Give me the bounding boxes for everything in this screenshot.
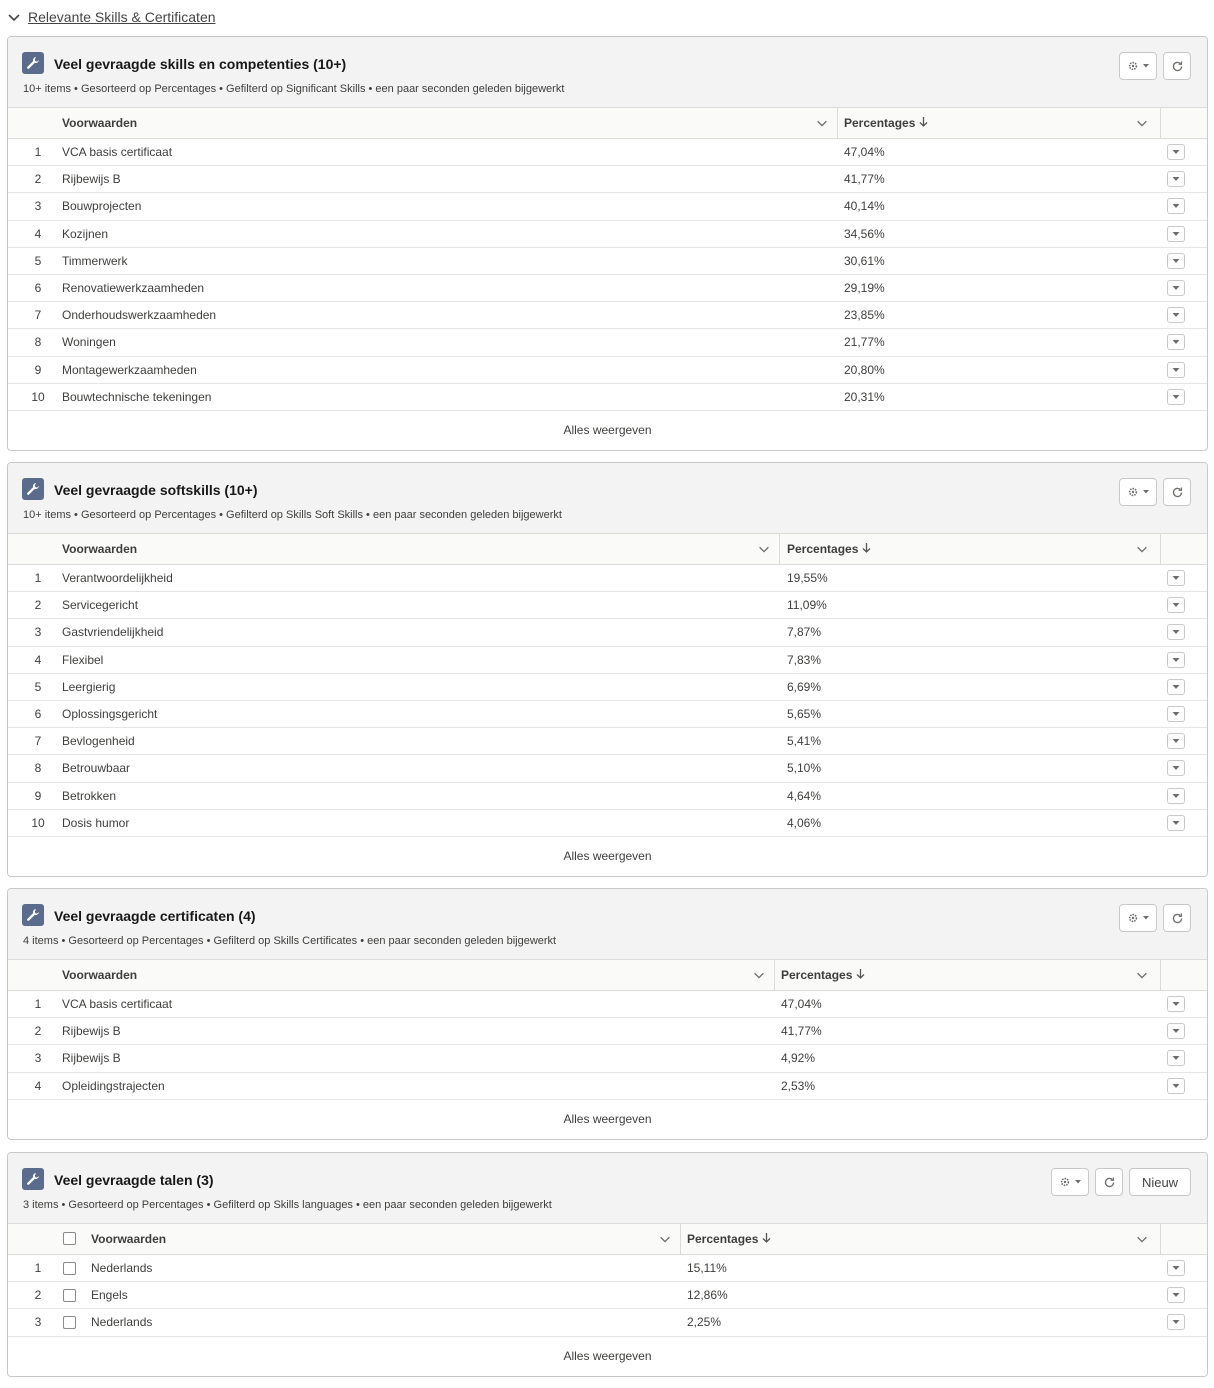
table-row[interactable]: [8, 647, 1207, 674]
cell-percentage: 19,55%: [787, 571, 828, 585]
row-number: 1: [34, 1261, 42, 1275]
caret-down-icon: [1171, 1054, 1181, 1062]
caret-down-icon: [1171, 230, 1181, 238]
row-actions-button[interactable]: [1167, 389, 1185, 405]
caret-down-icon: [1171, 819, 1181, 827]
table-row[interactable]: [8, 592, 1207, 619]
row-number: 10: [31, 389, 45, 404]
cell-percentage: 12,86%: [687, 1288, 728, 1303]
settings-button[interactable]: [1119, 478, 1157, 506]
card-subtitle: 4 items • Gesorteerd op Percentages • Gefilterd op Skills Certificates • een paar seconden geleden bijgewerkt: [23, 935, 557, 947]
row-number: 4: [34, 226, 42, 241]
chevron-down-icon[interactable]: [1135, 542, 1149, 556]
table-row[interactable]: [8, 193, 1207, 220]
caret-down-icon: [1171, 148, 1181, 156]
cell-voorwaarden: Flexibel: [62, 652, 104, 667]
caret-down-icon: [1171, 257, 1181, 265]
column-header-voorwaarden[interactable]: Voorwaarden: [62, 968, 138, 982]
sort-descending-icon: [856, 968, 865, 982]
column-divider: [1160, 108, 1161, 138]
caret-down-icon: [1171, 175, 1181, 183]
caret-down-icon: [1171, 393, 1181, 401]
cell-percentage: 21,77%: [844, 335, 885, 350]
wrench-icon: [22, 52, 44, 74]
cell-percentage: 47,04%: [781, 997, 822, 1011]
related-list-card: [7, 36, 1208, 451]
row-number: 8: [34, 761, 42, 776]
table-header: [8, 1224, 1207, 1255]
row-actions-button[interactable]: [1167, 1050, 1185, 1066]
chevron-down-icon[interactable]: [1135, 968, 1149, 982]
row-number: 3: [34, 625, 42, 640]
table-row[interactable]: [8, 728, 1207, 755]
table-row[interactable]: [8, 139, 1207, 166]
related-list-card: [7, 888, 1208, 1140]
cell-voorwaarden: Betrokken: [62, 788, 117, 803]
row-actions-button[interactable]: [1167, 597, 1185, 613]
row-actions-button[interactable]: [1167, 815, 1185, 831]
table-header: [8, 960, 1207, 991]
cell-percentage: 41,77%: [844, 172, 885, 187]
cell-percentage: 2,25%: [687, 1315, 722, 1330]
cell-percentage: 40,14%: [844, 199, 885, 214]
table-row[interactable]: [8, 1018, 1207, 1045]
column-divider: [1160, 1224, 1161, 1254]
table-row[interactable]: [8, 1309, 1207, 1336]
sort-descending-icon: [762, 1232, 771, 1246]
row-actions-button[interactable]: [1167, 1260, 1185, 1276]
caret-down-icon: [1171, 338, 1181, 346]
row-number: 1: [34, 997, 42, 1011]
row-number: 4: [34, 652, 42, 667]
column-header-label: Percentages: [844, 116, 916, 130]
row-actions-button[interactable]: [1167, 362, 1185, 378]
cell-percentage: 11,09%: [787, 598, 827, 613]
settings-button[interactable]: [1051, 1168, 1089, 1196]
cell-voorwaarden: Engels: [91, 1288, 128, 1303]
row-actions-button[interactable]: [1167, 788, 1185, 804]
chevron-down-icon[interactable]: [815, 116, 829, 130]
sort-descending-icon: [862, 542, 871, 556]
view-all-link[interactable]: Alles weergeven: [563, 423, 652, 438]
row-actions-button[interactable]: [1167, 679, 1185, 695]
chevron-down-icon[interactable]: [1135, 116, 1149, 130]
column-header-label: Percentages: [687, 1232, 759, 1246]
card-header: [8, 1153, 1207, 1224]
cell-voorwaarden: Bevlogenheid: [62, 734, 135, 749]
cell-voorwaarden: Renovatiewerkzaamheden: [62, 280, 205, 295]
row-actions-button[interactable]: [1167, 652, 1185, 668]
column-divider: [680, 1224, 681, 1254]
column-divider: [1160, 534, 1161, 564]
row-actions-button[interactable]: [1167, 733, 1185, 749]
row-number: 2: [34, 1024, 42, 1039]
sort-descending-icon: [919, 116, 928, 130]
cell-percentage: 41,77%: [781, 1024, 822, 1039]
caret-down-icon: [1171, 601, 1181, 609]
chevron-down-icon[interactable]: [757, 542, 771, 556]
caret-down-icon: [1171, 683, 1181, 691]
cell-voorwaarden: Rijbewijs B: [62, 1051, 121, 1066]
view-all-link[interactable]: Alles weergeven: [563, 1349, 652, 1364]
cell-percentage: 2,53%: [781, 1078, 816, 1093]
view-all-link[interactable]: Alles weergeven: [563, 1112, 652, 1127]
column-divider: [779, 534, 780, 564]
caret-down-icon: [1171, 1318, 1181, 1326]
table-row[interactable]: [8, 783, 1207, 810]
settings-button[interactable]: [1119, 52, 1157, 80]
caret-down-icon: [1171, 628, 1181, 636]
card-title[interactable]: Veel gevraagde talen (3): [54, 1172, 214, 1188]
row-number: 4: [34, 1078, 42, 1093]
cell-percentage: 4,06%: [787, 815, 822, 830]
cell-percentage: 5,65%: [787, 706, 822, 721]
row-actions-button[interactable]: [1167, 171, 1185, 187]
row-checkbox[interactable]: [63, 1289, 76, 1302]
table-row[interactable]: [8, 1282, 1207, 1309]
table-row[interactable]: [8, 221, 1207, 248]
row-actions-button[interactable]: [1167, 706, 1185, 722]
row-number: 5: [34, 679, 42, 694]
row-number: 9: [34, 788, 42, 803]
table-row[interactable]: [8, 384, 1207, 411]
row-actions-button[interactable]: [1167, 1287, 1185, 1303]
row-number: 8: [34, 335, 42, 350]
caret-down-icon: [1171, 737, 1181, 745]
caret-down-icon: [1171, 574, 1181, 582]
caret-down-icon: [1171, 656, 1181, 664]
refresh-icon: [1171, 912, 1184, 925]
cell-voorwaarden: Leergierig: [62, 679, 116, 694]
cell-voorwaarden: Oplossingsgericht: [62, 706, 158, 721]
column-header-label: Percentages: [781, 968, 853, 982]
row-number: 10: [31, 815, 45, 830]
row-actions-button[interactable]: [1167, 570, 1185, 586]
cell-voorwaarden: Rijbewijs B: [62, 172, 121, 187]
table-row[interactable]: [8, 1045, 1207, 1072]
wrench-icon: [22, 904, 44, 926]
caret-down-icon: [1171, 710, 1181, 718]
refresh-button[interactable]: [1163, 904, 1191, 932]
row-number: 2: [34, 1288, 42, 1303]
gear-icon: [1127, 60, 1150, 72]
caret-down-icon: [1171, 311, 1181, 319]
table-row[interactable]: [8, 166, 1207, 193]
cell-percentage: 30,61%: [844, 253, 885, 268]
cell-voorwaarden: Kozijnen: [62, 226, 109, 241]
caret-down-icon: [1171, 1027, 1181, 1035]
caret-down-icon: [1171, 764, 1181, 772]
settings-button[interactable]: [1119, 904, 1157, 932]
cell-voorwaarden: Nederlands: [91, 1261, 153, 1275]
refresh-icon: [1171, 60, 1184, 73]
wrench-icon: [22, 478, 44, 500]
table-row[interactable]: [8, 755, 1207, 782]
card-header: [8, 463, 1207, 534]
row-number: 3: [34, 199, 42, 214]
refresh-button[interactable]: [1095, 1168, 1123, 1196]
table-header: [8, 534, 1207, 565]
cell-voorwaarden: Betrouwbaar: [62, 761, 131, 776]
caret-down-icon: [1171, 792, 1181, 800]
refresh-button[interactable]: [1163, 52, 1191, 80]
table-row[interactable]: [8, 357, 1207, 384]
row-actions-button[interactable]: [1167, 280, 1185, 296]
row-number: 5: [34, 253, 42, 268]
card-title[interactable]: Veel gevraagde softskills (10+): [54, 482, 258, 498]
row-actions-button[interactable]: [1167, 1314, 1185, 1330]
row-number: 1: [34, 145, 42, 159]
cell-voorwaarden: Montagewerkzaamheden: [62, 362, 197, 377]
row-number: 2: [34, 172, 42, 187]
related-list-card: [7, 462, 1208, 877]
cell-voorwaarden: Bouwtechnische tekeningen: [62, 389, 212, 404]
view-all-link[interactable]: Alles weergeven: [563, 849, 652, 864]
card-subtitle: 3 items • Gesorteerd op Percentages • Gefilterd op Skills languages • een paar seconden geleden bijgewerkt: [23, 1199, 552, 1211]
card-header: [8, 37, 1207, 108]
table-row[interactable]: [8, 619, 1207, 646]
row-actions-button[interactable]: [1167, 198, 1185, 214]
row-number: 6: [34, 280, 42, 295]
cell-percentage: 47,04%: [844, 145, 885, 159]
column-divider: [837, 108, 838, 138]
caret-down-icon: [1171, 202, 1181, 210]
card-subtitle: 10+ items • Gesorteerd op Percentages • Gefilterd op Skills Soft Skills • een paar seconden geleden bijgewerkt: [23, 509, 562, 521]
column-divider: [1160, 960, 1161, 990]
caret-down-icon: [1171, 1264, 1181, 1272]
refresh-icon: [1171, 486, 1184, 499]
card-title[interactable]: Veel gevraagde certificaten (4): [54, 908, 256, 924]
cell-percentage: 7,83%: [787, 652, 822, 667]
row-actions-button[interactable]: [1167, 760, 1185, 776]
row-actions-button[interactable]: [1167, 1023, 1185, 1039]
column-header-label: Percentages: [787, 542, 859, 556]
cell-percentage: 5,10%: [787, 761, 822, 776]
cell-voorwaarden: Dosis humor: [62, 815, 130, 830]
card-header: [8, 889, 1207, 960]
cell-voorwaarden: Woningen: [62, 335, 116, 350]
row-number: 3: [34, 1315, 42, 1330]
gear-icon: [1127, 912, 1150, 924]
table-row[interactable]: [8, 991, 1207, 1018]
row-number: 2: [34, 598, 42, 613]
row-actions-button[interactable]: [1167, 253, 1185, 269]
section-toggle[interactable]: [6, 7, 216, 27]
cell-percentage: 23,85%: [844, 308, 885, 323]
column-header-percentages[interactable]: [844, 108, 928, 138]
table-row[interactable]: [8, 248, 1207, 275]
table-header: [8, 108, 1207, 139]
cell-percentage: 5,41%: [787, 734, 822, 749]
cell-voorwaarden: Gastvriendelijkheid: [62, 625, 164, 640]
table-row[interactable]: [8, 674, 1207, 701]
cell-voorwaarden: Timmerwerk: [62, 253, 128, 268]
row-number: 7: [34, 308, 42, 323]
cell-percentage: 20,31%: [844, 389, 885, 404]
cell-percentage: 29,19%: [844, 280, 885, 295]
cell-voorwaarden: Bouwprojecten: [62, 199, 142, 214]
chevron-down-icon[interactable]: [752, 968, 766, 982]
row-actions-button[interactable]: [1167, 226, 1185, 242]
column-header-voorwaarden[interactable]: Voorwaarden: [62, 542, 138, 556]
cell-voorwaarden: VCA basis certificaat: [62, 997, 173, 1011]
cell-percentage: 6,69%: [787, 679, 822, 694]
cell-percentage: 34,56%: [844, 226, 885, 241]
caret-down-icon: [1171, 1291, 1181, 1299]
column-header-voorwaarden[interactable]: Voorwaarden: [62, 116, 138, 130]
row-actions-button[interactable]: [1167, 144, 1185, 160]
cell-voorwaarden: Onderhoudswerkzaamheden: [62, 308, 217, 323]
card-subtitle: 10+ items • Gesorteerd op Percentages • Gefilterd op Significant Skills • een paar seconden geleden bijgewerkt: [23, 83, 565, 95]
row-actions-button[interactable]: [1167, 996, 1185, 1012]
related-list-card: [7, 1152, 1208, 1377]
cell-voorwaarden: Servicegericht: [62, 598, 139, 613]
row-checkbox[interactable]: [63, 1316, 76, 1329]
row-actions-button[interactable]: [1167, 624, 1185, 640]
gear-icon: [1059, 1176, 1082, 1188]
chevron-down-icon[interactable]: [658, 1232, 672, 1246]
row-number: 1: [34, 571, 42, 585]
new-button[interactable]: Nieuw: [1129, 1168, 1191, 1196]
row-number: 7: [34, 734, 42, 749]
gear-icon: [1127, 486, 1150, 498]
row-checkbox[interactable]: [63, 1262, 76, 1275]
row-number: 6: [34, 706, 42, 721]
caret-down-icon: [1171, 366, 1181, 374]
table-row[interactable]: [8, 1073, 1207, 1100]
caret-down-icon: [1171, 1082, 1181, 1090]
row-number: 3: [34, 1051, 42, 1066]
column-header-percentages[interactable]: [781, 960, 865, 990]
refresh-button[interactable]: [1163, 478, 1191, 506]
column-header-percentages[interactable]: [787, 534, 871, 564]
wrench-icon: [22, 1168, 44, 1190]
column-divider: [774, 960, 775, 990]
cell-percentage: 4,64%: [787, 788, 822, 803]
refresh-icon: [1103, 1176, 1116, 1189]
section-title[interactable]: Relevante Skills & Certificaten: [28, 9, 216, 25]
cell-voorwaarden: Nederlands: [91, 1315, 153, 1330]
row-actions-button[interactable]: [1167, 307, 1185, 323]
row-actions-button[interactable]: [1167, 334, 1185, 350]
chevron-down-icon: [6, 9, 22, 25]
caret-down-icon: [1171, 284, 1181, 292]
cell-voorwaarden: Verantwoordelijkheid: [62, 571, 173, 585]
cell-percentage: 15,11%: [687, 1261, 727, 1275]
column-header-percentages[interactable]: [687, 1224, 771, 1254]
row-number: 9: [34, 362, 42, 377]
cell-percentage: 20,80%: [844, 362, 885, 377]
table-row[interactable]: [8, 275, 1207, 302]
cell-percentage: 7,87%: [787, 625, 822, 640]
chevron-down-icon[interactable]: [1135, 1232, 1149, 1246]
table-row[interactable]: [8, 810, 1207, 837]
table-row[interactable]: [8, 1255, 1207, 1282]
caret-down-icon: [1171, 1000, 1181, 1008]
card-title[interactable]: Veel gevraagde skills en competenties (10+): [54, 56, 347, 72]
row-actions-button[interactable]: [1167, 1078, 1185, 1094]
table-row[interactable]: [8, 701, 1207, 728]
table-row[interactable]: [8, 329, 1207, 356]
cell-voorwaarden: Rijbewijs B: [62, 1024, 121, 1039]
cell-voorwaarden: VCA basis certificaat: [62, 145, 173, 159]
cell-voorwaarden: Opleidingstrajecten: [62, 1078, 165, 1093]
select-all-checkbox[interactable]: [63, 1232, 76, 1245]
table-row[interactable]: [8, 565, 1207, 592]
column-header-voorwaarden[interactable]: Voorwaarden: [91, 1232, 167, 1246]
table-row[interactable]: [8, 302, 1207, 329]
cell-percentage: 4,92%: [781, 1051, 816, 1066]
